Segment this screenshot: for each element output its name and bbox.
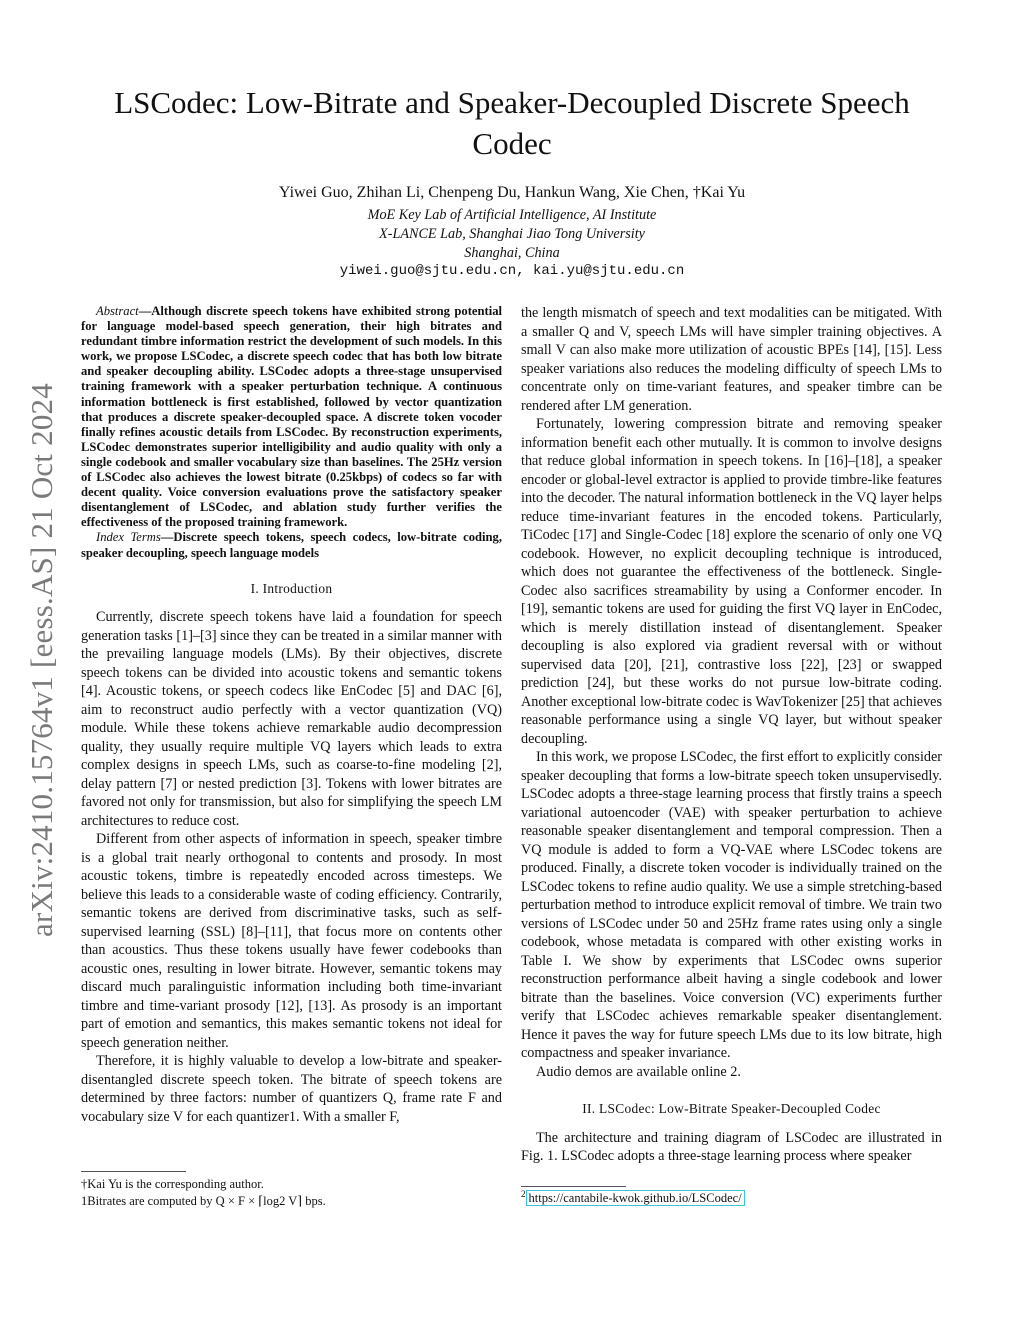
footnotes-left	[81, 1171, 502, 1210]
abstract	[81, 304, 502, 530]
abstract-label: Abstract	[96, 304, 139, 318]
demo-url-link[interactable]: https://cantabile-kwok.github.io/LSCodec/	[526, 1190, 745, 1206]
index-terms-text: —Discrete speech tokens, speech codecs, low-bitrate coding, speaker decoupling, speech language models	[81, 530, 503, 560]
arxiv-identifier	[22, 340, 62, 980]
body-paragraph: In this work, we propose LSCodec, the first effort to explicitly consider speaker decoupling that forms a low-bitrate speech token unsupervisedly. LSCodec adopts a three-stage learning process that firstly trains a speech variational autoencoder (VAE) with speaker perturbation to achieve reasonable speaker disentanglement and temporal compression. Then a VQ module is added to form a VQ-VAE where LSCodec tokens are produced. Finally, a discrete token vocoder is individually trained on the LSCodec tokens to refine audio quality. We use a simple stretching-based perturbation method to introduce explicit removal of timbre. We train two versions of LSCodec under 50 and 25Hz frame rates using only a single codebook, whose metadata is compared with other existing works in Table I. We show by experiments that LSCodec owns superior reconstruction performance albeit having a single codebook and lower bitrate than the baselines. Voice conversion (VC) experiments further verify that LSCodec achieves remarkable speaker disentanglement. Hence it paves the way for future speech LMs due to its low bitrate, high compactness and speaker invariance.	[521, 749, 942, 1061]
footnote-corresponding-author: †Kai Yu is the corresponding author.	[81, 1177, 264, 1191]
body-paragraph: The architecture and training diagram of LSCodec are illustrated in Fig. 1. LSCodec adopts a three-stage learning process where speaker	[521, 1129, 942, 1164]
paper-title: LSCodec: Low-Bitrate and Speaker-Decoupled Discrete Speech Codec	[114, 85, 910, 161]
affiliation	[110, 206, 914, 263]
footnote-rule	[521, 1186, 626, 1187]
affiliation-line: X-LANCE Lab, Shanghai Jiao Tong University	[379, 226, 645, 242]
audio-demo-note: Audio demos are available online 2.	[536, 1063, 741, 1080]
author-emails: yiwei.guo@sjtu.edu.cn, kai.yu@sjtu.edu.cn	[339, 263, 685, 279]
author-list: Yiwei Guo, Zhihan Li, Chenpeng Du, Hankun Wang, Xie Chen, †Kai Yu	[278, 184, 746, 201]
index-terms-label: Index Terms	[96, 530, 161, 545]
footnote-bitrate: 1Bitrates are computed by Q × F × ⌈log2 V⌉ bps.	[81, 1194, 326, 1208]
right-column	[521, 304, 942, 1166]
footnote-rule	[81, 1171, 186, 1172]
left-column	[81, 304, 502, 1126]
section-heading-introduction: I. Introduction	[250, 580, 333, 596]
footnotes-right	[521, 1186, 942, 1206]
affiliation-line: MoE Key Lab of Artificial Intelligence, AI Institute	[367, 207, 657, 223]
footnote-marker: 2	[521, 1188, 526, 1199]
body-paragraph: Different from other aspects of information in speech, speaker timbre is a global trait nearly orthogonal to contents and prosody. In most acoustic tokens, timbre is repeatedly encoded across timesteps. We believe this leads to a considerable waste of coding efficiency. Contrarily, semantic tokens are derived from discriminative tasks, such as self-supervised learning (SSL) [8]–[11], that focus more on contents other than acoustics. Thus these tokens usually have fewer codebooks than acoustic ones, resulting in lower bitrate. However, semantic tokens may discard much paralinguistic information including both time-invariant timbre and time-variant prosody [12], [13]. As prosody is an important part of emotion and semantics, this makes semantic tokens not ideal for speech generation neither.	[81, 831, 502, 1051]
affiliation-line: Shanghai, China	[464, 245, 560, 261]
section-heading-lscodec: II. LSCodec: Low-Bitrate Speaker-Decoupled Codec	[582, 1101, 881, 1116]
body-paragraph: Fortunately, lowering compression bitrate and removing speaker information benefit each other mutually. It is common to involve designs that reduce global information in speech tokens. In [16]–[18], a speaker encoder or global-level extractor is applied to provide timbre-like features into the decoder. The natural information bottleneck in the VQ layer helps reduce time-invariant features in the encoded tokens. Particularly, TiCodec [17] and Single-Codec [18] explore the scenario of only one VQ codebook. However, no explicit decoupling technique is introduced, which does not guarantee the effectiveness of the bottleneck. Single-Codec also sacrifices streamability by using a Conformer encoder. In [19], semantic tokens are used for guiding the first VQ layer in EnCodec, which is merely distillation instead of disentanglement. Speaker decoupling is also explored via gradient reversal with or without supervised data [20], [21], contrastive loss [22], [23] or swapped prediction [24], but these works do not pursue low-bitrate coding. Another exceptional low-bitrate codec is WavTokenizer [25] that achieves reasonable performance using a single VQ layer, but without speaker decoupling.	[521, 416, 942, 747]
index-terms	[81, 530, 502, 560]
body-paragraph: Therefore, it is highly valuable to develop a low-bitrate and speaker-disentangled discrete speech token. The bitrate of speech tokens are determined by three factors: number of quantizers Q, frame rate F and vocabulary size V for each quantizer1. With a smaller F,	[81, 1053, 502, 1125]
arxiv-id-text: arXiv:2410.15764v1 [eess.AS] 21 Oct 2024	[24, 383, 59, 937]
body-paragraph: the length mismatch of speech and text modalities can be mitigated. With a smaller Q and V, speech LMs will have simpler training objectives. A small V can also make more utilization of acoustic BPEs [14], [15]. Less speaker variations also reduces the modeling difficulty of speech LMs to concentrate only on time-variant features, and speaker timbre can be rendered after LM generation.	[521, 305, 942, 414]
abstract-text: —Although discrete speech tokens have exhibited strong potential for language model-based speech generation, their high bitrates and redundant timbre information restrict the development of such models. In this work, we propose LSCodec, a discrete speech codec that has both low bitrate and speaker decoupling ability. LSCodec adopts a three-stage unsupervised training framework with a speaker perturbation technique. A continuous information bottleneck is first established, followed by vector quantization that produces a discrete speaker-decoupled space. A discrete token vocoder finally refines acoustic details from LSCodec. By reconstruction experiments, LSCodec demonstrates superior intelligibility and audio quality with only a single codebook and smaller vocabulary size than baselines. The 25Hz version of LSCodec also achieves the lowest bitrate (0.25kbps) of codecs so far with decent quality. Voice conversion evaluations prove the satisfactory speaker disentanglement of LSCodec, and ablation study further verifies the effectiveness of the proposed training framework.	[81, 304, 502, 530]
body-paragraph: Currently, discrete speech tokens have laid a foundation for speech generation tasks [1]–[3] since they can be treated in a similar manner with the prevailing language models (LMs). By their objectives, discrete speech tokens can be divided into acoustic tokens and semantic tokens [4]. Acoustic tokens, or speech codecs like EnCodec [5] and DAC [6], aim to reconstruct audio perfectly with a vector quantization (VQ) module. While these tokens achieve remarkable audio decompression quality, they usually require multiple VQ layers which leads to extra complex designs in speech LMs, such as coarse-to-fine modeling [2], delay pattern [7] or nested prediction [3]. Tokens with lower bitrates are favored not only for transmission, but also for simplifying the speech LM architectures to reduce cost.	[81, 609, 502, 829]
